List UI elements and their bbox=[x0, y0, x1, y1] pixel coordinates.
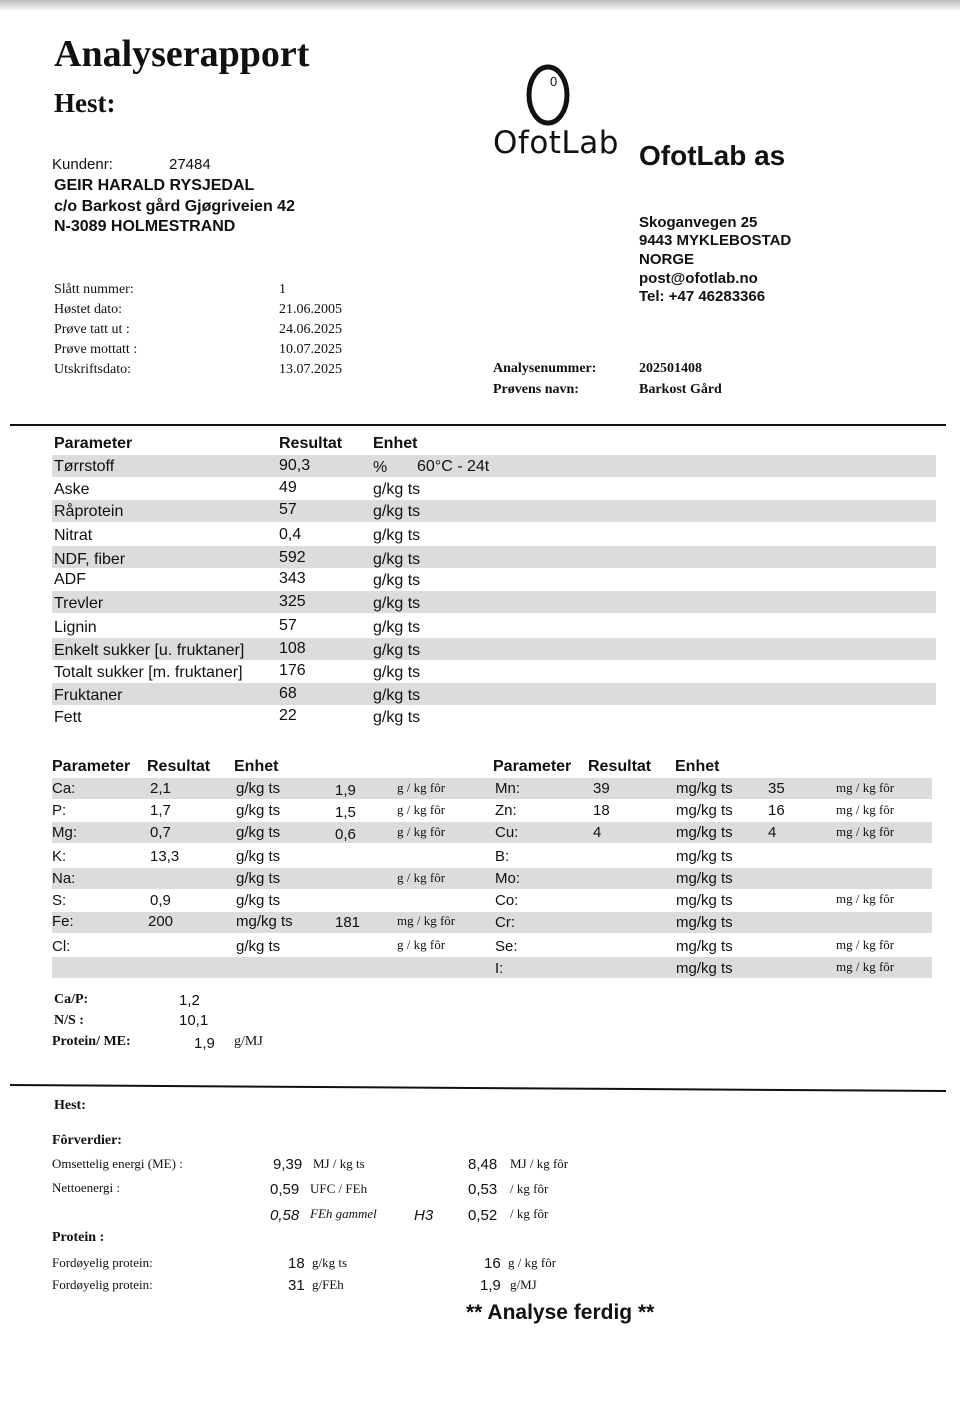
ratio-label: Protein/ ME: bbox=[52, 1034, 131, 1049]
row-shade bbox=[52, 868, 932, 889]
parameter-result: 90,3 bbox=[279, 457, 311, 474]
parameter-unit: g/kg ts bbox=[373, 572, 421, 589]
ufc-feed-value: 0,53 bbox=[468, 1181, 498, 1198]
row-shade bbox=[52, 455, 936, 477]
ofotlab-logo-icon bbox=[522, 58, 574, 128]
parameter-name: Tørrstoff bbox=[54, 458, 115, 475]
mineral-param: Ca: bbox=[52, 780, 76, 797]
company-address-country: NORGE bbox=[639, 251, 695, 268]
row-shade bbox=[52, 546, 936, 568]
column-header: Enhet bbox=[675, 758, 720, 775]
column-header: Resultat bbox=[279, 435, 343, 452]
mineral-feed-unit: mg / kg fôr bbox=[836, 891, 895, 906]
parameter-unit: % bbox=[373, 459, 388, 476]
customer-postal-line: N-3089 HOLMESTRAND bbox=[54, 218, 236, 235]
me-ts-value: 9,39 bbox=[273, 1156, 303, 1173]
mineral-feed-unit: g / kg fôr bbox=[397, 824, 446, 839]
top-edge bbox=[0, 0, 960, 10]
mineral-feed-unit: g / kg fôr bbox=[397, 802, 446, 817]
company-address-city: 9443 MYKLEBOSTAD bbox=[639, 232, 792, 249]
parameter-note: 60°C - 24t bbox=[417, 458, 490, 475]
me-label: Omsettelig energi (ME) : bbox=[52, 1156, 183, 1171]
mineral-unit: g/kg ts bbox=[236, 870, 281, 887]
mineral-result: 0,9 bbox=[150, 892, 171, 909]
parameter-unit: g/kg ts bbox=[373, 481, 421, 498]
meta-value: 10.07.2025 bbox=[279, 342, 342, 357]
mineral-result: 13,3 bbox=[150, 848, 180, 865]
horse-heading: Hest: bbox=[54, 1098, 86, 1113]
section-divider bbox=[10, 1083, 948, 1093]
mineral-result: 0,7 bbox=[150, 824, 171, 841]
forverdier-heading: Fôrverdier: bbox=[52, 1133, 122, 1148]
column-header: Enhet bbox=[234, 758, 279, 775]
row-shade bbox=[52, 778, 932, 799]
mineral-feed-unit: mg / kg fôr bbox=[836, 824, 895, 839]
mineral-param: Cu: bbox=[495, 824, 519, 841]
mineral-feed-unit: mg / kg fôr bbox=[836, 802, 895, 817]
mineral-unit: g/kg ts bbox=[236, 780, 281, 797]
feh-feed-unit: / kg fôr bbox=[510, 1206, 549, 1221]
mineral-feed-value: 1,5 bbox=[335, 804, 356, 821]
analysis-status: ** Analyse ferdig ** bbox=[466, 1301, 655, 1324]
mineral-feed-unit: mg / kg fôr bbox=[397, 913, 456, 928]
mineral-param: K: bbox=[52, 848, 67, 865]
parameter-result: 108 bbox=[279, 640, 306, 657]
mineral-feed-value: 181 bbox=[335, 914, 361, 931]
mineral-feed-value: 35 bbox=[768, 780, 785, 797]
parameter-unit: g/kg ts bbox=[373, 619, 421, 636]
mineral-unit: g/kg ts bbox=[236, 802, 281, 819]
digestible-protein-feed-value: 16 bbox=[484, 1255, 501, 1272]
mineral-unit: mg/kg ts bbox=[676, 848, 733, 865]
mineral-unit: g/kg ts bbox=[236, 892, 281, 909]
parameter-unit: g/kg ts bbox=[373, 642, 421, 659]
parameter-result: 68 bbox=[279, 685, 297, 702]
report-subtitle: Hest: bbox=[54, 88, 116, 118]
row-shade bbox=[52, 591, 936, 613]
digestible-protein-unit: g/kg ts bbox=[312, 1255, 348, 1270]
meta-label: Utskriftsdato: bbox=[54, 362, 131, 377]
report-title: Analyserapport bbox=[54, 33, 310, 75]
digestible-protein-feh-unit: g/FEh bbox=[312, 1277, 344, 1292]
parameter-result: 49 bbox=[279, 479, 297, 496]
ratio-label: Ca/P: bbox=[54, 992, 89, 1007]
me-feed-unit: MJ / kg fôr bbox=[510, 1156, 569, 1171]
protein-heading: Protein : bbox=[52, 1230, 105, 1245]
parameter-name: Fett bbox=[54, 709, 82, 726]
mineral-unit: mg/kg ts bbox=[236, 913, 293, 930]
parameter-name: Enkelt sukker [u. fruktaner] bbox=[54, 642, 245, 659]
digestible-protein-feed-unit: g / kg fôr bbox=[508, 1255, 557, 1270]
mineral-param: Mo: bbox=[495, 870, 521, 887]
mineral-feed-value: 0,6 bbox=[335, 826, 356, 843]
mineral-unit: g/kg ts bbox=[236, 848, 281, 865]
me-feed-value: 8,48 bbox=[468, 1156, 498, 1173]
mineral-result: 4 bbox=[593, 824, 602, 841]
meta-label: Slått nummer: bbox=[54, 282, 134, 297]
ufc-value: 0,59 bbox=[270, 1181, 300, 1198]
parameter-result: 57 bbox=[279, 501, 297, 518]
parameter-result: 22 bbox=[279, 707, 297, 724]
customer-name: GEIR HARALD RYSJEDAL bbox=[54, 177, 255, 194]
ratio-value: 10,1 bbox=[179, 1012, 209, 1029]
mineral-param: Na: bbox=[52, 870, 76, 887]
meta-label: Prøve mottatt : bbox=[54, 342, 138, 357]
parameter-name: ADF bbox=[54, 571, 86, 588]
digestible-protein-me-unit: g/MJ bbox=[510, 1277, 537, 1292]
parameter-unit: g/kg ts bbox=[373, 527, 421, 544]
meta-label: Høstet dato: bbox=[54, 302, 123, 317]
mineral-unit: mg/kg ts bbox=[676, 780, 733, 797]
logo-text: OfotLab bbox=[493, 125, 619, 161]
mineral-feed-value: 16 bbox=[768, 802, 785, 819]
mineral-param: Fe: bbox=[52, 913, 74, 930]
mineral-param: P: bbox=[52, 802, 67, 819]
digestible-protein-me-value: 1,9 bbox=[480, 1277, 501, 1294]
mineral-param: S: bbox=[52, 892, 67, 909]
feh-old-value: 0,58 bbox=[270, 1207, 300, 1224]
mineral-param: I: bbox=[495, 960, 504, 977]
parameter-unit: g/kg ts bbox=[373, 595, 421, 612]
h3-label: H3 bbox=[414, 1207, 434, 1224]
kundenr-value: 27484 bbox=[169, 156, 211, 173]
mineral-result: 18 bbox=[593, 802, 610, 819]
mineral-unit: mg/kg ts bbox=[676, 870, 733, 887]
mineral-unit: g/kg ts bbox=[236, 824, 281, 841]
digestible-protein-value: 18 bbox=[288, 1255, 305, 1272]
meta-value: 21.06.2005 bbox=[279, 302, 342, 317]
column-header: Resultat bbox=[147, 758, 211, 775]
parameter-result: 0,4 bbox=[279, 526, 302, 543]
parameter-result: 325 bbox=[279, 593, 306, 610]
column-header: Enhet bbox=[373, 435, 418, 452]
section-divider bbox=[10, 424, 946, 426]
feh-old-unit: FEh gammel bbox=[310, 1206, 377, 1221]
mineral-unit: g/kg ts bbox=[236, 938, 281, 955]
mineral-unit: mg/kg ts bbox=[676, 960, 733, 977]
parameter-unit: g/kg ts bbox=[373, 687, 421, 704]
row-shade bbox=[52, 822, 932, 843]
parameter-result: 592 bbox=[279, 549, 306, 566]
customer-address-line: c/o Barkost gård Gjøgriveien 42 bbox=[54, 198, 295, 215]
mineral-feed-unit: g / kg fôr bbox=[397, 870, 446, 885]
digestible-protein-label: Fordøyelig protein: bbox=[52, 1255, 153, 1270]
column-header: Resultat bbox=[588, 758, 652, 775]
parameter-name: Fruktaner bbox=[54, 687, 123, 704]
meta-label: Prøve tatt ut : bbox=[54, 322, 130, 337]
company-name: OfotLab as bbox=[639, 140, 786, 171]
mineral-feed-unit: mg / kg fôr bbox=[836, 937, 895, 952]
mineral-feed-unit: g / kg fôr bbox=[397, 780, 446, 795]
parameter-result: 57 bbox=[279, 617, 297, 634]
column-header: Parameter bbox=[493, 758, 572, 775]
me-ts-unit: MJ / kg ts bbox=[313, 1156, 365, 1171]
ufc-feed-unit: / kg fôr bbox=[510, 1181, 549, 1196]
parameter-unit: g/kg ts bbox=[373, 664, 421, 681]
company-phone: Tel: +47 46283366 bbox=[639, 288, 766, 305]
mineral-param: Co: bbox=[495, 892, 519, 909]
company-address-street: Skoganvegen 25 bbox=[639, 214, 758, 231]
parameter-unit: g/kg ts bbox=[373, 551, 421, 568]
row-shade bbox=[52, 912, 932, 933]
mineral-unit: mg/kg ts bbox=[676, 938, 733, 955]
ufc-unit: UFC / FEh bbox=[310, 1181, 368, 1196]
mineral-feed-unit: g / kg fôr bbox=[397, 937, 446, 952]
parameter-result: 176 bbox=[279, 662, 306, 679]
meta-value: 1 bbox=[279, 282, 286, 297]
parameter-name: Trevler bbox=[54, 595, 104, 612]
mineral-feed-value: 1,9 bbox=[335, 782, 356, 799]
company-email: post@ofotlab.no bbox=[639, 270, 758, 287]
mineral-param: Cl: bbox=[52, 938, 71, 955]
column-header: Parameter bbox=[54, 435, 133, 452]
digestible-protein-label: Fordøyelig protein: bbox=[52, 1277, 153, 1292]
mineral-param: B: bbox=[495, 848, 510, 865]
analysenummer-value: 202501408 bbox=[639, 361, 702, 376]
parameter-name: Totalt sukker [m. fruktaner] bbox=[54, 664, 243, 681]
netto-label: Nettoenergi : bbox=[52, 1180, 120, 1195]
mineral-result: 200 bbox=[148, 913, 174, 930]
mineral-feed-unit: mg / kg fôr bbox=[836, 780, 895, 795]
ratio-label: N/S : bbox=[54, 1013, 84, 1028]
parameter-name: NDF, fiber bbox=[54, 551, 126, 568]
mineral-unit: mg/kg ts bbox=[676, 824, 733, 841]
mineral-param: Mn: bbox=[495, 780, 521, 797]
mineral-param: Cr: bbox=[495, 914, 515, 931]
mineral-param: Zn: bbox=[495, 802, 517, 819]
parameter-name: Råprotein bbox=[54, 503, 124, 520]
mineral-feed-value: 4 bbox=[768, 824, 777, 841]
sample-name-label: Prøvens navn: bbox=[493, 382, 579, 397]
meta-value: 24.06.2025 bbox=[279, 322, 342, 337]
parameter-name: Aske bbox=[54, 481, 90, 498]
mineral-feed-unit: mg / kg fôr bbox=[836, 959, 895, 974]
column-header: Parameter bbox=[52, 758, 131, 775]
mineral-param: Se: bbox=[495, 938, 518, 955]
ratio-unit: g/MJ bbox=[234, 1034, 263, 1049]
parameter-result: 343 bbox=[279, 570, 306, 587]
digestible-protein-feh-value: 31 bbox=[288, 1277, 305, 1294]
parameter-unit: g/kg ts bbox=[373, 709, 421, 726]
mineral-unit: mg/kg ts bbox=[676, 892, 733, 909]
mineral-param: Mg: bbox=[52, 824, 78, 841]
meta-value: 13.07.2025 bbox=[279, 362, 342, 377]
kundenr-label: Kundenr: bbox=[52, 156, 113, 173]
logo-mark: 0 bbox=[550, 74, 558, 89]
parameter-unit: g/kg ts bbox=[373, 503, 421, 520]
analysenummer-label: Analysenummer: bbox=[493, 361, 597, 376]
sample-name-value: Barkost Gård bbox=[639, 382, 722, 397]
mineral-result: 2,1 bbox=[150, 780, 171, 797]
mineral-unit: mg/kg ts bbox=[676, 914, 733, 931]
mineral-result: 39 bbox=[593, 780, 610, 797]
feh-feed-value: 0,52 bbox=[468, 1207, 498, 1224]
mineral-unit: mg/kg ts bbox=[676, 802, 733, 819]
parameter-name: Nitrat bbox=[54, 527, 93, 544]
ratio-value: 1,9 bbox=[194, 1035, 215, 1052]
row-shade bbox=[52, 957, 932, 978]
parameter-name: Lignin bbox=[54, 619, 97, 636]
mineral-result: 1,7 bbox=[150, 802, 171, 819]
ratio-value: 1,2 bbox=[179, 992, 200, 1009]
row-shade bbox=[52, 683, 936, 705]
row-shade bbox=[52, 500, 936, 522]
